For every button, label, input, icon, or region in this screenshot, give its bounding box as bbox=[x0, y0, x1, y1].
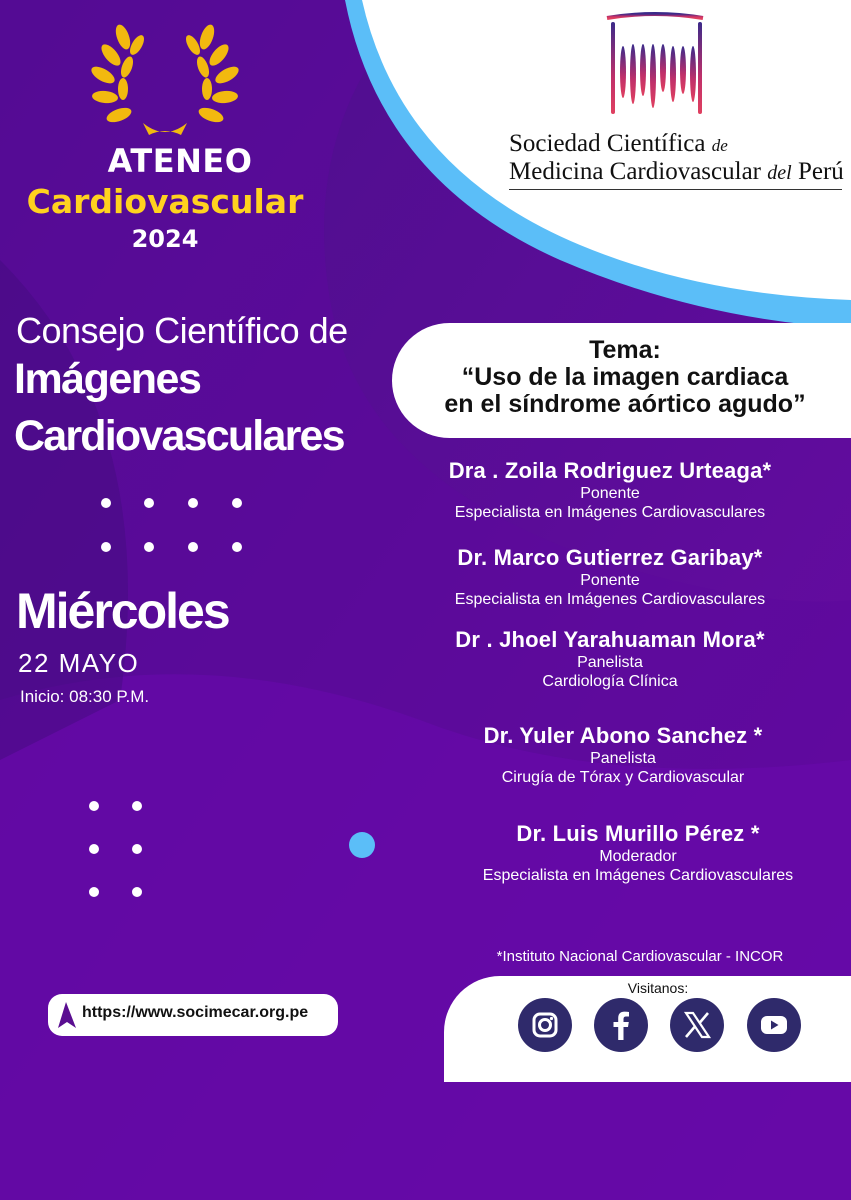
speaker-role: Moderador bbox=[599, 848, 677, 865]
society-logo-icon bbox=[605, 12, 705, 124]
website-url[interactable]: https://www.socimecar.org.pe bbox=[82, 1004, 309, 1021]
speaker-role: Ponente bbox=[580, 485, 640, 502]
social-label: Visitanos: bbox=[627, 980, 689, 996]
theme-label: Tema: bbox=[589, 336, 661, 364]
institute-note: *Instituto Nacional Cardiovascular - INCOR bbox=[496, 948, 784, 965]
youtube-icon[interactable] bbox=[747, 998, 801, 1052]
speaker-name: Dra . Zoila Rodriguez Urteaga* bbox=[448, 458, 772, 483]
speaker-specialty: Cirugía de Tórax y Cardiovascular bbox=[501, 769, 745, 786]
speaker-role: Panelista bbox=[590, 750, 656, 767]
event-year: 2024 bbox=[131, 225, 199, 253]
society-underline bbox=[509, 189, 842, 190]
speaker-item bbox=[370, 627, 850, 691]
event-subtitle: Cardiovascular bbox=[26, 182, 304, 221]
speaker-role: Ponente bbox=[580, 572, 640, 589]
society-name-line-2: Medicina Cardiovascular del Perú bbox=[509, 158, 844, 185]
council-line-2: Imágenes bbox=[14, 355, 201, 403]
speaker-specialty: Especialista en Imágenes Cardiovasculares bbox=[482, 867, 794, 884]
speaker-item bbox=[396, 723, 850, 787]
speaker-list bbox=[400, 458, 850, 885]
speaker-specialty: Especialista en Imágenes Cardiovasculares bbox=[454, 591, 766, 608]
council-line-1: Consejo Científico de bbox=[16, 310, 348, 351]
laurel-wreath-icon bbox=[85, 15, 245, 140]
facebook-icon[interactable] bbox=[594, 998, 648, 1052]
speaker-name: Dr. Marco Gutierrez Garibay* bbox=[457, 545, 763, 570]
instagram-icon[interactable] bbox=[518, 998, 572, 1052]
speaker-item bbox=[370, 458, 850, 522]
theme-text bbox=[410, 337, 840, 418]
speaker-specialty: Especialista en Imágenes Cardiovasculares bbox=[454, 504, 766, 521]
council-line-3: Cardiovasculares bbox=[14, 412, 344, 460]
theme-line-1: “Uso de la imagen cardiaca bbox=[461, 363, 789, 391]
speaker-name: Dr. Yuler Abono Sanchez * bbox=[483, 723, 763, 748]
society-name-line-1: Sociedad Científica de bbox=[509, 130, 728, 157]
event-date: 22 MAYO bbox=[18, 648, 140, 678]
speaker-role: Panelista bbox=[577, 654, 643, 671]
event-title: ATENEO bbox=[107, 142, 253, 180]
cursor-arrow-icon bbox=[54, 998, 80, 1032]
speaker-specialty: Cardiología Clínica bbox=[542, 673, 678, 690]
speaker-item bbox=[370, 545, 850, 609]
x-icon[interactable] bbox=[670, 998, 724, 1052]
theme-line-2: en el síndrome aórtico agudo” bbox=[444, 390, 806, 418]
event-start-time: Inicio: 08:30 P.M. bbox=[20, 687, 150, 706]
speaker-name: Dr . Jhoel Yarahuaman Mora* bbox=[455, 627, 765, 652]
event-day: Miércoles bbox=[16, 583, 229, 639]
speaker-item bbox=[426, 821, 850, 885]
speaker-name: Dr. Luis Murillo Pérez * bbox=[516, 821, 760, 846]
